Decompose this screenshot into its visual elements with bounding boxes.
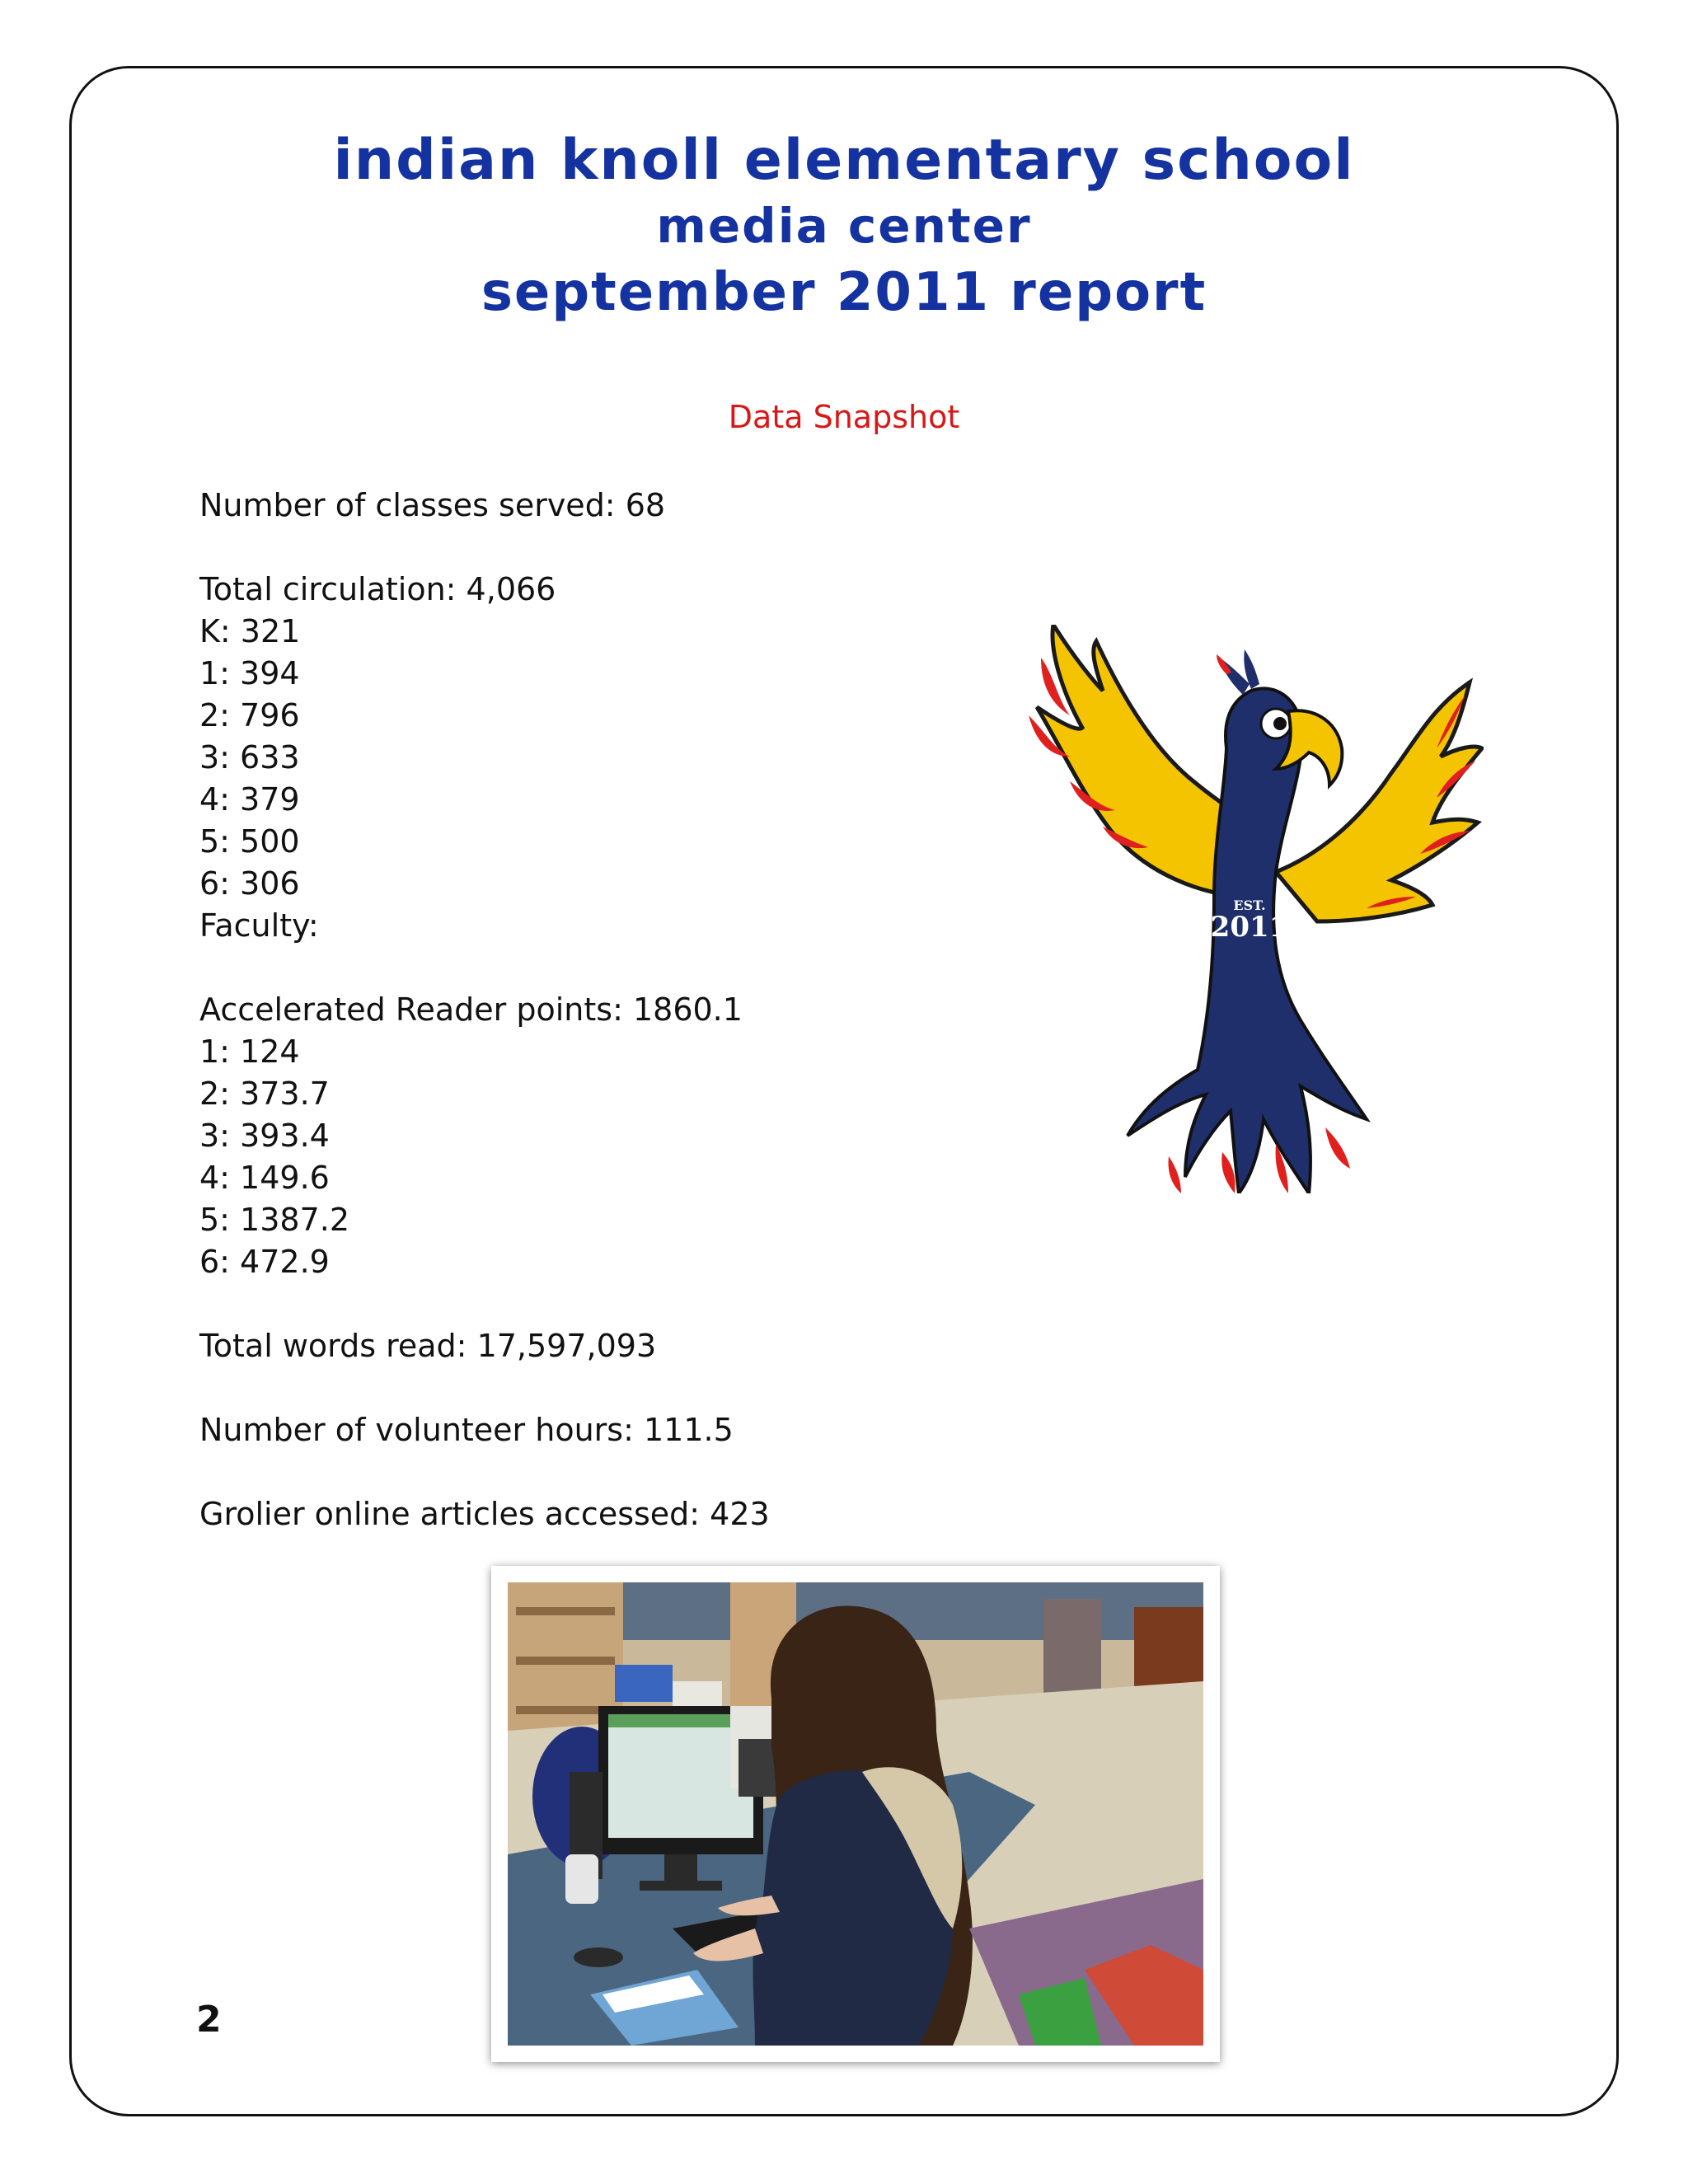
report-date-heading: september 2011 report bbox=[481, 262, 1207, 323]
circulation-grade-2: 2: 796 bbox=[199, 697, 300, 733]
ar-points-grade-3: 3: 393.4 bbox=[199, 1118, 330, 1154]
classes-served: Number of classes served: 68 bbox=[199, 487, 666, 523]
ar-points-total: Accelerated Reader points: 1860.1 bbox=[199, 991, 743, 1028]
ar-points-grade-1: 1: 124 bbox=[199, 1033, 300, 1070]
media-center-heading: media center bbox=[656, 198, 1032, 254]
library-photo bbox=[491, 1566, 1220, 2062]
circulation-grade-4: 4: 379 bbox=[199, 781, 300, 818]
mascot-badge-year: 2011 bbox=[1210, 911, 1289, 944]
school-name-heading: indian knoll elementary school bbox=[333, 128, 1355, 193]
phoenix-mascot-icon bbox=[1004, 625, 1484, 1193]
circulation-grade-3: 3: 633 bbox=[199, 739, 300, 776]
ar-points-grade-5: 5: 1387.2 bbox=[199, 1202, 350, 1238]
section-title: Data Snapshot bbox=[728, 399, 960, 435]
circulation-faculty: Faculty: bbox=[199, 907, 319, 944]
page-number: 2 bbox=[196, 1999, 222, 2041]
circulation-grade-1: 1: 394 bbox=[199, 655, 300, 691]
volunteer-hours: Number of volunteer hours: 111.5 bbox=[199, 1412, 734, 1448]
ar-points-grade-6: 6: 472.9 bbox=[199, 1244, 330, 1280]
circulation-total: Total circulation: 4,066 bbox=[199, 571, 556, 607]
circulation-grade-k: K: 321 bbox=[199, 613, 301, 649]
ar-points-grade-2: 2: 373.7 bbox=[199, 1076, 330, 1112]
circulation-grade-6: 6: 306 bbox=[199, 865, 300, 902]
library-photo-image bbox=[508, 1582, 1203, 2046]
words-read: Total words read: 17,597,093 bbox=[199, 1328, 657, 1364]
ar-points-grade-4: 4: 149.6 bbox=[199, 1160, 330, 1196]
circulation-grade-5: 5: 500 bbox=[199, 823, 300, 860]
grolier-articles: Grolier online articles accessed: 423 bbox=[199, 1496, 770, 1532]
data-snapshot-list bbox=[199, 485, 770, 1535]
mascot-badge-est: EST. bbox=[1233, 898, 1266, 913]
